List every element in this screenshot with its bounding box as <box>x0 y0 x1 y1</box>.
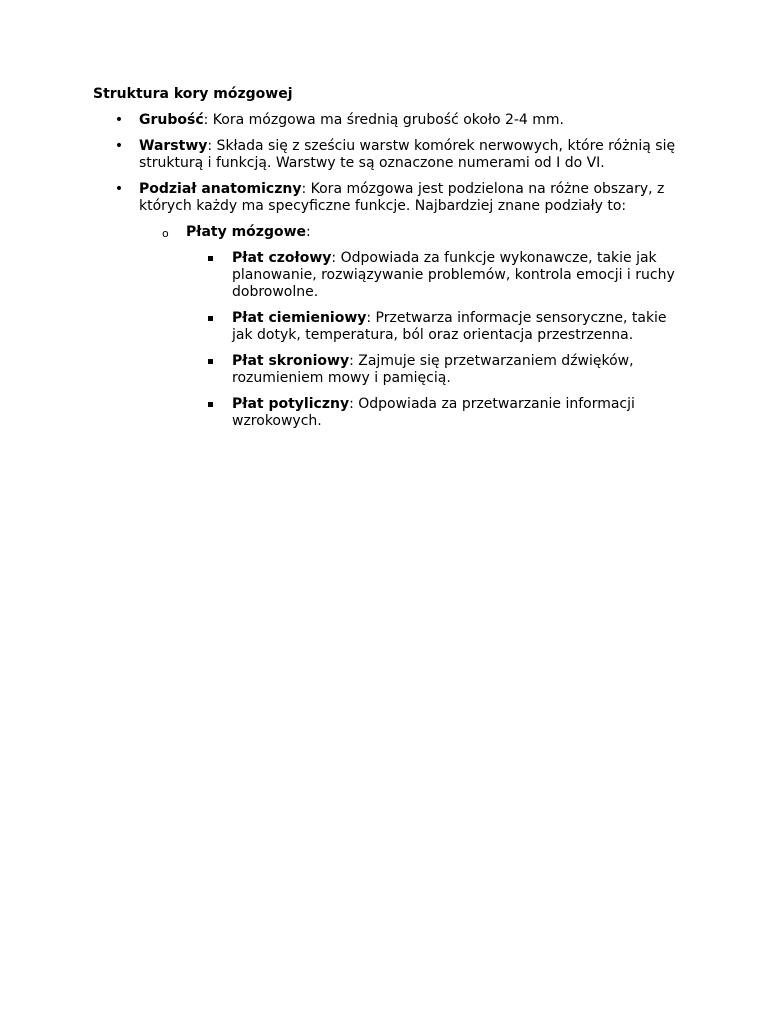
item-term: Płat skroniowy <box>232 353 350 369</box>
square-bullet-icon <box>208 402 213 407</box>
document-title: Struktura kory mózgowej <box>93 86 293 102</box>
item-term: Płat czołowy <box>232 250 332 266</box>
list-item-temporal-lobe <box>232 353 682 387</box>
list-item-occipital-lobe <box>232 396 682 430</box>
item-term: Płat ciemieniowy <box>232 310 367 326</box>
sub-bullet-list <box>162 224 684 430</box>
item-text: : <box>306 224 311 240</box>
list-item-brain-lobes <box>162 224 684 430</box>
square-bullet-icon <box>208 359 213 364</box>
main-bullet-list <box>114 112 684 439</box>
list-item-anatomical-division <box>114 181 684 430</box>
bullet-icon: • <box>114 138 124 154</box>
item-text: : Przetwarza informacje sensoryczne, takie jak dotyk, temperatura, ból oraz orientacja przestrzenna. <box>232 310 667 343</box>
list-item-layers <box>114 138 684 172</box>
item-term: Warstwy <box>139 138 208 154</box>
item-text: : Odpowiada za przetwarzanie informacji wzrokowych. <box>232 396 635 429</box>
list-item-parietal-lobe <box>232 310 682 344</box>
item-term: Płat potyliczny <box>232 396 350 412</box>
item-text: : Odpowiada za funkcje wykonawcze, takie jak planowanie, rozwiązywanie problemów, kontrola emocji i ruchy dobrowolne. <box>232 250 675 300</box>
item-text: : Składa się z sześciu warstw komórek nerwowych, które różnią się strukturą i funkcją. Warstwy te są oznaczone numerami od I do VI. <box>139 138 676 171</box>
bullet-icon: • <box>114 112 124 128</box>
item-text: : Zajmuje się przetwarzaniem dźwięków, rozumieniem mowy i pamięcią. <box>232 353 634 386</box>
square-bullet-icon <box>208 256 213 261</box>
item-text: : Kora mózgowa jest podzielona na różne obszary, z których każdy ma specyficzne funkcje. Najbardziej znane podziały to: <box>139 181 665 214</box>
list-item-thickness <box>114 112 684 129</box>
list-item-frontal-lobe <box>232 250 682 301</box>
item-text: : Kora mózgowa ma średnią grubość około 2-4 mm. <box>203 112 565 128</box>
item-term: Płaty mózgowe <box>186 224 307 240</box>
circle-bullet-icon: o <box>162 227 169 240</box>
item-term: Podział anatomiczny <box>139 181 302 197</box>
lobe-bullet-list <box>232 250 682 430</box>
bullet-icon: • <box>114 181 124 197</box>
square-bullet-icon <box>208 316 213 321</box>
item-term: Grubość <box>139 112 204 128</box>
